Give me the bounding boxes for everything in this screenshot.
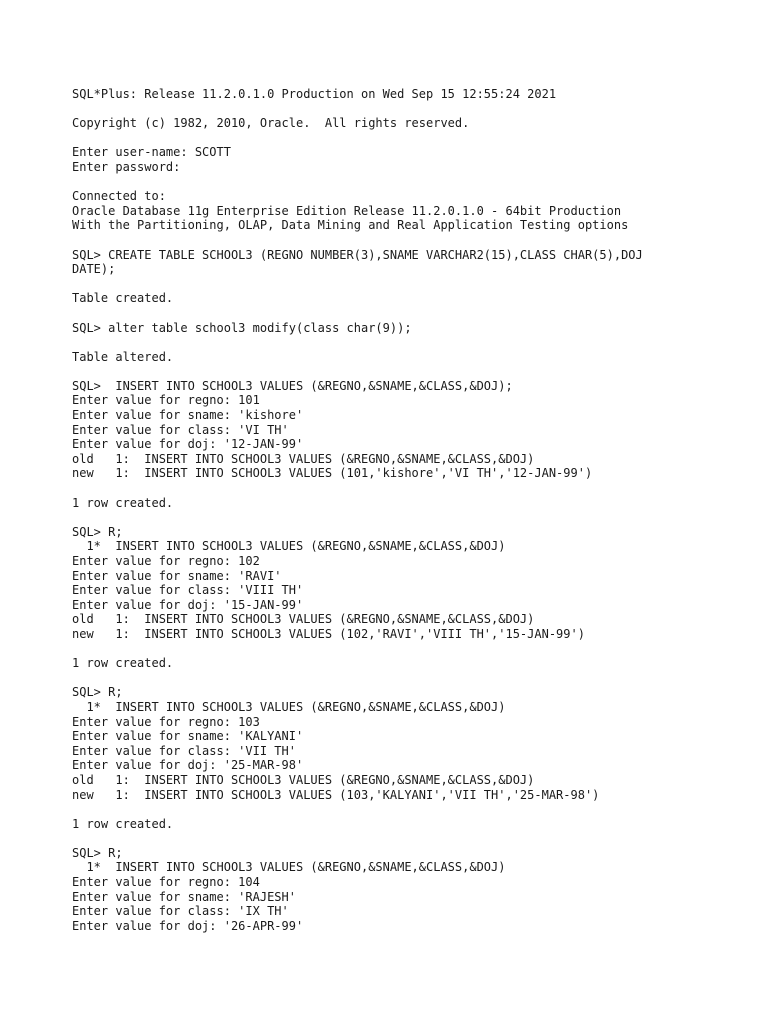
transcript-line: Enter value for class: 'IX TH': [72, 904, 289, 919]
transcript-line: 1 row created.: [72, 816, 174, 831]
transcript-line: 1 row created.: [72, 495, 174, 510]
transcript-line: Enter value for doj: '26-APR-99': [72, 918, 304, 933]
sqlplus-transcript: [72, 87, 752, 933]
transcript-line: Oracle Database 11g Enterprise Edition Release 11.2.0.1.0 - 64bit Production: [72, 203, 622, 218]
transcript-line: SQL> R;: [72, 845, 123, 860]
transcript-line: [72, 364, 752, 379]
transcript-line: Enter value for regno: 101: [72, 393, 260, 408]
transcript-line: [72, 102, 752, 117]
transcript-line: old 1: INSERT INTO SCHOOL3 VALUES (&REGNO,&SNAME,&CLASS,&DOJ): [72, 451, 535, 466]
transcript-line: 1 row created.: [72, 656, 174, 671]
transcript-line: [72, 642, 752, 657]
transcript-line: new 1: INSERT INTO SCHOOL3 VALUES (102,'RAVI','VIII TH','15-JAN-99'): [72, 626, 585, 641]
transcript-line: Copyright (c) 1982, 2010, Oracle. All rights reserved.: [72, 116, 470, 131]
transcript-line: 1* INSERT INTO SCHOOL3 VALUES (&REGNO,&SNAME,&CLASS,&DOJ): [72, 539, 506, 554]
transcript-line: Enter value for doj: '15-JAN-99': [72, 597, 304, 612]
transcript-line: With the Partitioning, OLAP, Data Mining and Real Application Testing options: [72, 218, 629, 233]
transcript-line: SQL> R;: [72, 685, 123, 700]
transcript-line: Enter user-name: SCOTT: [72, 145, 231, 160]
transcript-line: [72, 131, 752, 146]
transcript-line: new 1: INSERT INTO SCHOOL3 VALUES (101,'kishore','VI TH','12-JAN-99'): [72, 466, 593, 481]
transcript-line: Enter value for regno: 102: [72, 554, 260, 568]
transcript-line: [72, 175, 752, 190]
transcript-line: 1* INSERT INTO SCHOOL3 VALUES (&REGNO,&SNAME,&CLASS,&DOJ): [72, 860, 506, 875]
transcript-line: Enter value for sname: 'RAVI': [72, 568, 282, 583]
transcript-line: DATE);: [72, 262, 116, 277]
transcript-line: Enter value for class: 'VI TH': [72, 422, 289, 437]
transcript-line: [72, 831, 752, 846]
transcript-line: Enter value for sname: 'kishore': [72, 408, 304, 423]
transcript-line: Enter password:: [72, 159, 181, 174]
transcript-line: [72, 671, 752, 686]
transcript-line: [72, 233, 752, 248]
transcript-line: [72, 306, 752, 321]
transcript-line: Enter value for class: 'VIII TH': [72, 583, 304, 598]
transcript-line: old 1: INSERT INTO SCHOOL3 VALUES (&REGNO,&SNAME,&CLASS,&DOJ): [72, 612, 535, 627]
transcript-line: Table altered.: [72, 349, 174, 364]
transcript-line: SQL> R;: [72, 524, 123, 539]
transcript-line: Enter value for regno: 104: [72, 875, 260, 890]
transcript-line: SQL> CREATE TABLE SCHOOL3 (REGNO NUMBER(3),SNAME VARCHAR2(15),CLASS CHAR(5),DOJ: [72, 247, 643, 262]
transcript-line: Enter value for sname: 'RAJESH': [72, 889, 296, 904]
transcript-line: Enter value for doj: '12-JAN-99': [72, 437, 304, 452]
transcript-line: 1* INSERT INTO SCHOOL3 VALUES (&REGNO,&SNAME,&CLASS,&DOJ): [72, 699, 506, 714]
transcript-line: SQL> alter table school3 modify(class char(9));: [72, 320, 412, 335]
transcript-line: SQL*Plus: Release 11.2.0.1.0 Production on Wed Sep 15 12:55:24 2021: [72, 87, 557, 101]
transcript-line: Enter value for sname: 'KALYANI': [72, 729, 304, 744]
transcript-line: Enter value for doj: '25-MAR-98': [72, 758, 304, 773]
transcript-line: [72, 481, 752, 496]
transcript-line: [72, 335, 752, 350]
transcript-line: SQL> INSERT INTO SCHOOL3 VALUES (&REGNO,&SNAME,&CLASS,&DOJ);: [72, 378, 513, 393]
transcript-line: Connected to:: [72, 189, 166, 204]
transcript-line: Enter value for class: 'VII TH': [72, 743, 296, 758]
transcript-line: new 1: INSERT INTO SCHOOL3 VALUES (103,'KALYANI','VII TH','25-MAR-98'): [72, 787, 600, 802]
transcript-line: old 1: INSERT INTO SCHOOL3 VALUES (&REGNO,&SNAME,&CLASS,&DOJ): [72, 772, 535, 787]
transcript-line: Table created.: [72, 291, 174, 306]
transcript-line: Enter value for regno: 103: [72, 714, 260, 729]
transcript-line: [72, 510, 752, 525]
transcript-line: [72, 802, 752, 817]
transcript-line: [72, 277, 752, 292]
